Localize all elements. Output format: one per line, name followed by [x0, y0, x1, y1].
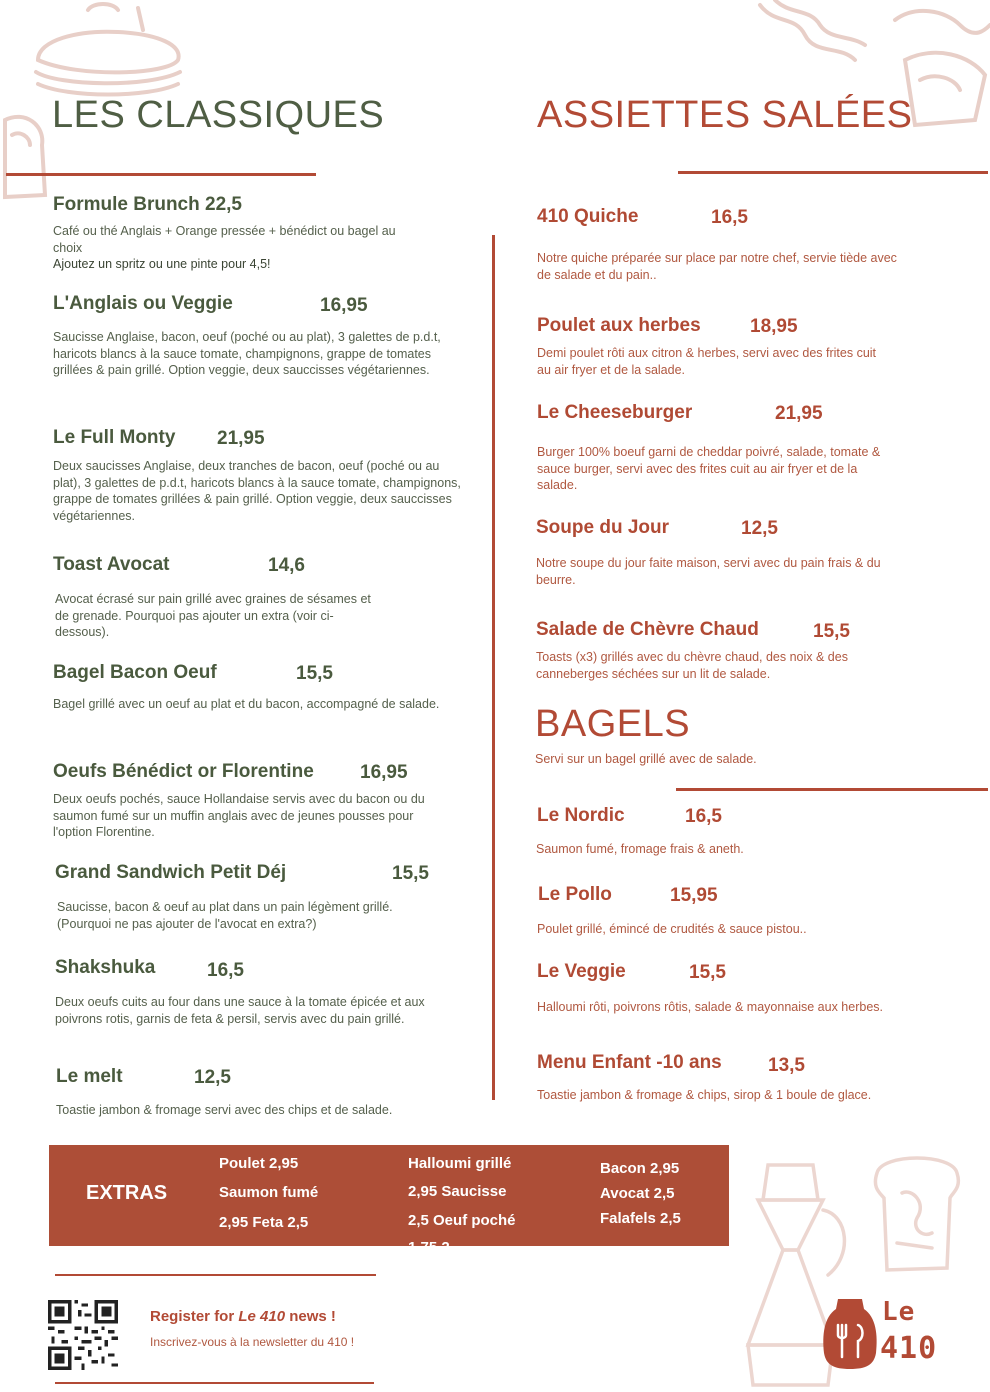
- formule-brunch-extra: Ajoutez un spritz ou une pinte pour 4,5!: [53, 257, 271, 271]
- classiques-rule: [6, 173, 316, 176]
- extras-col2-line2: 2,95 Saucisse: [408, 1183, 507, 1200]
- item-melt-name: Le melt: [56, 1066, 123, 1087]
- newsletter-register[interactable]: [150, 1308, 336, 1325]
- item-shakshuka-name: Shakshuka: [55, 957, 156, 978]
- item-full-monty-price: 21,95: [217, 428, 265, 449]
- item-chevre-desc: Toasts (x3) grillés avec du chèvre chaud, des noix & des canneberges séchées sur un lit de salade.: [536, 650, 848, 681]
- toast-illustration-left: [0, 105, 60, 205]
- item-chevre-name: Salade de Chèvre Chaud: [536, 619, 759, 640]
- column-divider: [492, 235, 495, 1100]
- item-grand-sandwich-desc: Saucisse, bacon & oeuf au plat dans un pain légèment grillé. (Pourquoi ne pas ajouter de l'avocat en extra?): [57, 900, 393, 931]
- formule-brunch-desc: Café ou thé Anglais + Orange pressée + bénédict ou bagel au choix: [53, 224, 396, 255]
- toast-illustration-right: [862, 1148, 972, 1278]
- item-poulet-herbes-price: 18,95: [750, 316, 798, 337]
- qr-code[interactable]: [48, 1300, 118, 1370]
- item-veggie-desc: Halloumi rôti, poivrons rôtis, salade & mayonnaise aux herbes.: [537, 1000, 884, 1014]
- item-benedict-name: Oeufs Bénédict or Florentine: [53, 761, 314, 782]
- item-nordic-price: 16,5: [685, 806, 722, 827]
- item-full-monty-name: Le Full Monty: [53, 427, 176, 448]
- item-soupe-desc: Notre soupe du jour faite maison, servi avec du pain frais & du beurre.: [536, 556, 881, 587]
- logo-line2: 410: [880, 1331, 938, 1366]
- pancakes-illustration: [18, 0, 198, 100]
- item-nordic-name: Le Nordic: [537, 805, 625, 826]
- formule-brunch-name: Formule Brunch 22,5: [53, 194, 242, 215]
- item-grand-sandwich-price: 15,5: [392, 863, 429, 884]
- logo-line1: Le: [882, 1297, 916, 1327]
- item-enfant-desc: Toastie jambon & fromage & chips, sirop & 1 boule de glace.: [537, 1088, 872, 1102]
- item-grand-sandwich-name: Grand Sandwich Petit Déj: [55, 862, 287, 883]
- newsletter-register-brand: Le 410: [238, 1308, 286, 1325]
- classiques-title: LES CLASSIQUES: [52, 94, 385, 136]
- item-pollo-price: 15,95: [670, 885, 718, 906]
- item-bagel-bacon-price: 15,5: [296, 663, 333, 684]
- item-enfant-price: 13,5: [768, 1055, 805, 1076]
- item-pollo-desc: Poulet grillé, émincé de crudités & sauce pistou..: [537, 922, 807, 936]
- extras-col3-line2: Avocat 2,5: [600, 1185, 675, 1202]
- item-cheeseburger-desc: Burger 100% boeuf garni de cheddar poivré, salade, tomate & sauce burger, servi avec des frites cuit au air fryer et de la salade.: [537, 445, 881, 492]
- extras-col2-line3: 2,5 Oeuf poché: [408, 1212, 516, 1229]
- salees-rule: [678, 171, 988, 174]
- item-shakshuka-price: 16,5: [207, 960, 244, 981]
- extras-title: EXTRAS: [86, 1182, 168, 1204]
- item-cheeseburger-price: 21,95: [775, 403, 823, 424]
- extras-col1-line2: Saumon fumé: [219, 1184, 319, 1201]
- bagels-rule: [676, 788, 988, 791]
- item-melt-desc: Toastie jambon & fromage servi avec des chips et de salade.: [56, 1103, 393, 1117]
- item-soupe-name: Soupe du Jour: [536, 517, 669, 538]
- item-toast-avocat-name: Toast Avocat: [53, 554, 170, 575]
- bagels-title: BAGELS: [535, 703, 691, 745]
- item-benedict-price: 16,95: [360, 762, 408, 783]
- extras-col2-overflow: [408, 1237, 528, 1256]
- extras-band: [49, 1145, 729, 1256]
- item-cheeseburger-name: Le Cheeseburger: [537, 402, 693, 423]
- item-toast-avocat-price: 14,6: [268, 555, 305, 576]
- extras-col1-line1: Poulet 2,95: [219, 1155, 299, 1172]
- item-poulet-herbes-name: Poulet aux herbes: [537, 315, 701, 336]
- extras-col2-line1: Halloumi grillé: [408, 1155, 512, 1172]
- item-toast-avocat-desc: Avocat écrasé sur pain grillé avec graines de sésames et de grenade. Pourquoi pas ajouter un extra (voir ci-dessous).: [55, 592, 371, 639]
- newsletter-register-prefix: Register for: [150, 1308, 239, 1325]
- item-quiche-price: 16,5: [711, 207, 748, 228]
- newsletter-rule-bottom: [55, 1382, 374, 1384]
- item-anglais-price: 16,95: [320, 295, 368, 316]
- item-quiche-name: 410 Quiche: [537, 206, 639, 227]
- item-anglais-name: L'Anglais ou Veggie: [53, 293, 233, 314]
- extras-col3-line3: Falafels 2,5: [600, 1210, 681, 1227]
- bagels-subtitle: Servi sur un bagel grillé avec de salade.: [535, 752, 757, 766]
- item-full-monty-desc: Deux saucisses Anglaise, deux tranches de bacon, oeuf (poché ou au plat), 3 galettes de p.d.t, haricots blancs à la sauce tomate, champignons, grappe de tomates grillées & pain grillé. Option veggie, deux sauccisses végétariennes.: [53, 459, 461, 523]
- item-benedict-desc: Deux oeufs pochés, sauce Hollandaise servis avec du bacon ou du saumon fumé sur un muffin anglais avec de jeunes pousses pour l'option Florentine.: [53, 792, 425, 839]
- item-poulet-herbes-desc: Demi poulet rôti aux citron & herbes, servi avec des frites cuit au air fryer et de la salade.: [537, 346, 877, 377]
- newsletter-rule-top: [55, 1274, 376, 1276]
- extras-col3-line1: Bacon 2,95: [600, 1160, 680, 1177]
- item-nordic-desc: Saumon fumé, fromage frais & aneth.: [536, 842, 744, 856]
- item-enfant-name: Menu Enfant -10 ans: [537, 1052, 722, 1073]
- salees-title: ASSIETTES SALÉES: [537, 94, 913, 136]
- item-veggie-name: Le Veggie: [537, 961, 626, 982]
- item-soupe-price: 12,5: [741, 518, 778, 539]
- newsletter-subtitle: Inscrivez-vous à la newsletter du 410 !: [150, 1335, 355, 1349]
- item-bagel-bacon-name: Bagel Bacon Oeuf: [53, 662, 217, 683]
- le-410-logo: [820, 1295, 945, 1370]
- extras-col1-line3: 2,95 Feta 2,5: [219, 1214, 309, 1231]
- newsletter-register-suffix: news !: [285, 1308, 336, 1325]
- extras-col2-line4: 1,75 2: [408, 1239, 450, 1256]
- item-pollo-name: Le Pollo: [538, 884, 612, 905]
- item-anglais-desc: Saucisse Anglaise, bacon, oeuf (poché ou au plat), 3 galettes de p.d.t, haricots blancs à la sauce tomate, champignons, grappe de tomates grillées & pain grillé. Option veggie, deux sauccisses végétariennes.: [53, 330, 441, 377]
- item-veggie-price: 15,5: [689, 962, 726, 983]
- item-quiche-desc: Notre quiche préparée sur place par notre chef, servie tiède avec de salade et du pain..: [537, 251, 897, 282]
- item-chevre-price: 15,5: [813, 621, 850, 642]
- item-bagel-bacon-desc: Bagel grillé avec un oeuf au plat et du bacon, accompagné de salade.: [53, 697, 440, 711]
- item-shakshuka-desc: Deux oeufs cuits au four dans une sauce à la tomate épicée et aux poivrons rotis, garnis de feta & persil, servis avec du pain grillé.: [55, 995, 425, 1026]
- item-melt-price: 12,5: [194, 1067, 231, 1088]
